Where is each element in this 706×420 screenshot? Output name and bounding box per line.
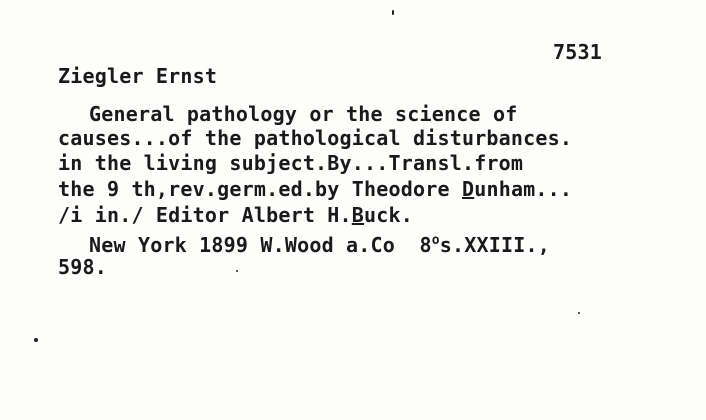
editor-line-text: /i in./ Editor Albert H. xyxy=(58,203,352,227)
title-line-4-end: unham... xyxy=(474,177,573,201)
underlined-letter-b: B xyxy=(351,203,365,227)
imprint-line xyxy=(89,229,550,257)
editor-line-end: uck. xyxy=(364,203,414,227)
ink-speck xyxy=(578,312,580,314)
title-line-2: causes...of the pathological disturbances. xyxy=(58,126,573,150)
ink-speck xyxy=(236,270,238,272)
imprint-line-text: New York 1899 W.Wood a.Co 8 xyxy=(89,233,432,257)
author-heading: Ziegler Ernst xyxy=(58,64,218,88)
ink-speck xyxy=(392,10,394,15)
imprint-superscript: o xyxy=(431,233,440,248)
card-number: 7531 xyxy=(553,40,602,64)
imprint-line-end: s.XXIII., xyxy=(439,233,550,257)
pages-line: 598. xyxy=(58,255,107,279)
underlined-letter-d: D xyxy=(461,177,475,201)
ink-speck xyxy=(34,338,38,342)
editor-line xyxy=(58,203,413,227)
title-line-1: General pathology or the science of xyxy=(89,102,518,126)
title-line-4 xyxy=(58,177,572,201)
title-line-4-text: the 9 th,rev.germ.ed.by Theodore xyxy=(58,177,462,201)
title-line-3: in the living subject.By...Transl.from xyxy=(58,151,524,175)
